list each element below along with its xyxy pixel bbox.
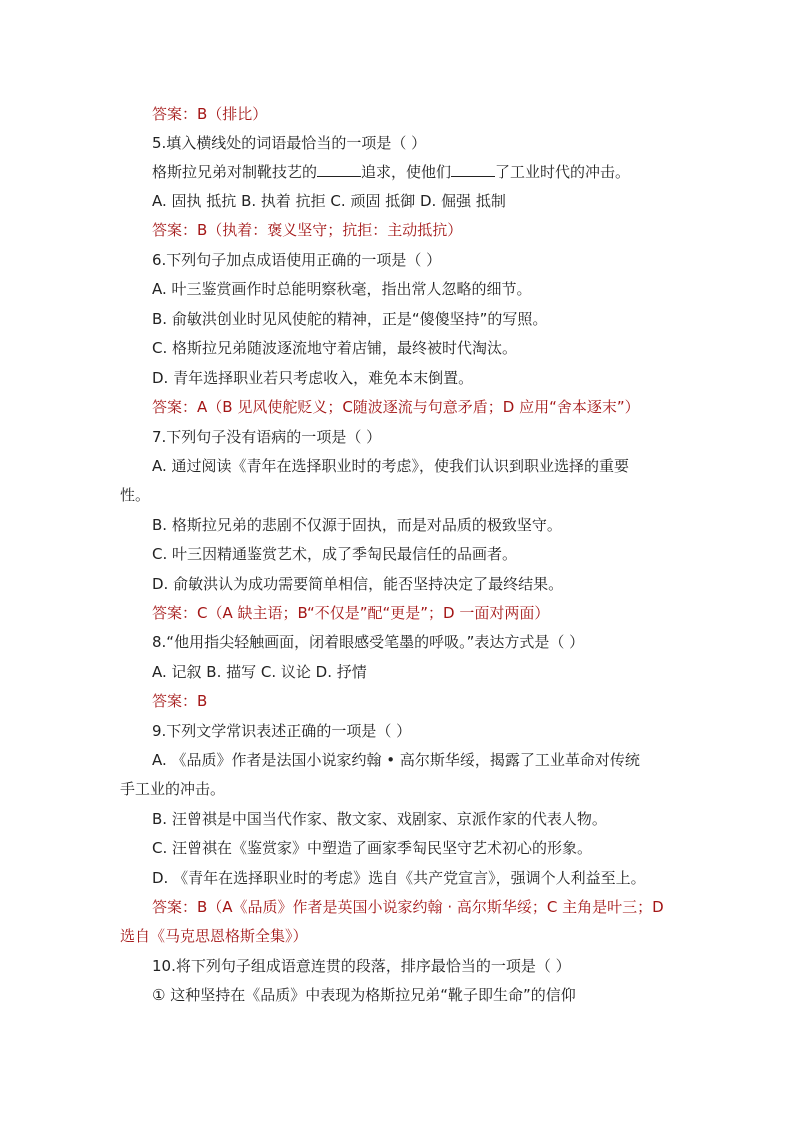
answer-7: 答案：C（A 缺主语；B“不仅是”配“更是”；D 一面对两面）	[152, 604, 550, 622]
question-9-option-a: A. 《品质》作者是法国小说家约翰 • 高尔斯华绥，揭露了工业革命对传统	[152, 751, 640, 769]
answer-9-cont: 选自《马克思恩格斯全集》）	[120, 927, 308, 945]
question-5-sentence-part2: 追求，使他们	[361, 163, 452, 181]
question-10: 10.将下列句子组成语意连贯的段落，排序最恰当的一项是（ ）	[152, 957, 571, 975]
question-9-option-b: B. 汪曾祺是中国当代作家、散文家、戏剧家、京派作家的代表人物。	[152, 810, 607, 828]
answer-6: 答案：A（B 见风使舵贬义；C随波逐流与句意矛盾；D 应用“舍本逐末”）	[152, 398, 640, 416]
question-5: 5.填入横线处的词语最恰当的一项是（ ）	[152, 134, 427, 152]
answer-8: 答案：B	[152, 692, 208, 710]
question-5-sentence-part3: 了工业时代的冲击。	[495, 163, 631, 181]
question-6-option-c: C. 格斯拉兄弟随波逐流地守着店铺，最终被时代淘汰。	[152, 339, 518, 357]
question-5-sentence	[152, 162, 630, 182]
answer-9: 答案：B（A《品质》作者是英国小说家约翰 · 高尔斯华绥；C 主角是叶三；D	[152, 898, 664, 916]
question-9-option-a-cont: 手工业的冲击。	[120, 780, 226, 798]
question-7: 7.下列句子没有语病的一项是（ ）	[152, 428, 382, 446]
question-8: 8.“他用指尖轻触画面，闭着眼感受笔墨的呼吸。”表达方式是（ ）	[152, 633, 585, 651]
question-7-option-d: D. 俞敏洪认为成功需要简单相信，能否坚持决定了最终结果。	[152, 575, 564, 593]
question-6: 6.下列句子加点成语使用正确的一项是（ ）	[152, 251, 442, 269]
question-10-item-1: ① 这种坚持在《品质》中表现为格斯拉兄弟“靴子即生命”的信仰	[152, 986, 576, 1004]
question-7-option-b: B. 格斯拉兄弟的悲剧不仅源于固执，而是对品质的极致坚守。	[152, 516, 562, 534]
question-6-option-a: A. 叶三鉴赏画作时总能明察秋毫，指出常人忽略的细节。	[152, 280, 532, 298]
question-9-option-c: C. 汪曾祺在《鉴赏家》中塑造了画家季匋民坚守艺术初心的形象。	[152, 839, 593, 857]
question-7-option-c: C. 叶三因精通鉴赏艺术，成了季匋民最信任的品画者。	[152, 545, 518, 563]
question-8-options: A. 记叙 B. 描写 C. 议论 D. 抒情	[152, 663, 367, 681]
question-7-option-a: A. 通过阅读《青年在选择职业时的考虑》，使我们认识到职业选择的重要	[152, 457, 630, 475]
question-9: 9.下列文学常识表述正确的一项是（ ）	[152, 722, 412, 740]
fill-blank-2	[451, 162, 495, 177]
answer-4: 答案：B（排比）	[152, 105, 268, 123]
answer-5: 答案：B（执着：褒义坚守；抗拒：主动抵抗）	[152, 221, 463, 239]
question-6-option-d: D. 青年选择职业若只考虑收入，难免本末倒置。	[152, 369, 474, 387]
question-5-options: A. 固执 抵抗 B. 执着 抗拒 C. 顽固 抵御 D. 倔强 抵制	[152, 192, 506, 210]
question-9-option-d: D. 《青年在选择职业时的考虑》选自《共产党宣言》，强调个人利益至上。	[152, 869, 646, 887]
question-5-sentence-part1: 格斯拉兄弟对制靴技艺的	[152, 163, 318, 181]
fill-blank-1	[317, 162, 361, 177]
question-6-option-b: B. 俞敏洪创业时见风使舵的精神，正是“傻傻坚持”的写照。	[152, 310, 548, 328]
question-7-option-a-cont: 性。	[120, 486, 151, 504]
